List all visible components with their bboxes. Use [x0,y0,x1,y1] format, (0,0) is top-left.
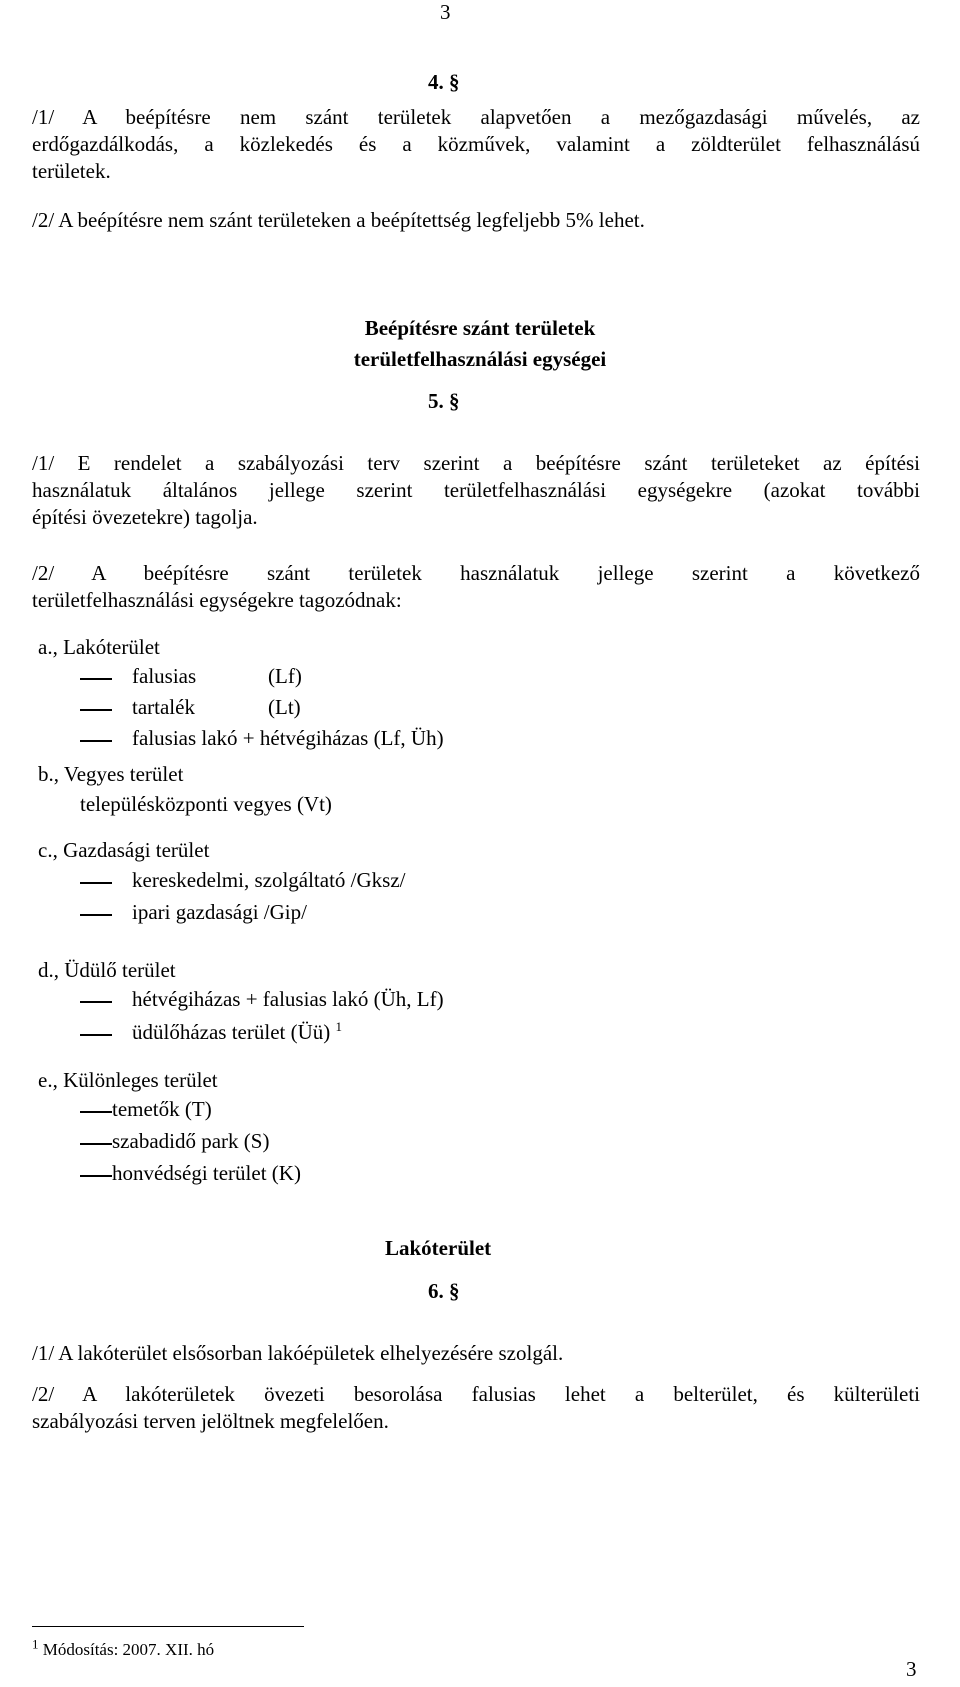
list-item-name: településközponti vegyes (Vt) [80,792,332,816]
section-6-heading: 6. § [428,1279,460,1303]
list-item-code: (Lf) [268,664,302,688]
list-item-name: szabadidő park (S) [112,1129,270,1153]
list-item-name: temetők (T) [112,1097,212,1121]
text-line: szabályozási terven jelöltnek megfelelően. [32,1409,389,1433]
s4-paragraph-2: /2/ A beépítésre nem szánt területeken a beépítettség legfeljebb 5% lehet. [32,208,645,232]
section-title-line-2: területfelhasználási egységei [353,347,607,371]
dash-bullet [80,1034,112,1036]
dash-bullet [80,1001,112,1003]
lakoterulet-title: Lakóterület [385,1236,492,1260]
footnote-text: Módosítás: 2007. XII. hó [42,1640,215,1659]
list-item-name: tartalék [132,695,195,719]
text-line: erdőgazdálkodás, a közlekedés és a közművek, valamint a zöldterület felhasználású [32,132,920,156]
section-5-heading: 5. § [428,389,460,413]
s5-paragraph-1 [32,450,920,531]
s5-paragraph-2 [32,560,920,614]
category-b-label: b., Vegyes terület [38,762,184,786]
category-e-label: e., Különleges terület [38,1068,218,1092]
dash-bullet [80,914,112,916]
text-line: területfelhasználási egységekre tagozódnak: [32,588,402,612]
list-item-name [132,1020,342,1045]
list-item-name: honvédségi terület (K) [112,1161,301,1185]
text-line: /2/ A beépítésre szánt területek használatuk jellege szerint a következő [32,561,920,585]
dash-bullet [80,740,112,742]
dash-bullet [80,1111,112,1113]
text-line: területek. [32,159,111,183]
dash-bullet [80,709,112,711]
footnote [32,1636,215,1660]
text-line: használatuk általános jellege szerint területfelhasználási egységekre (azokat további [32,478,920,502]
list-item-name: hétvégiházas + falusias lakó (Üh, Lf) [132,987,444,1011]
s6-paragraph-1: /1/ A lakóterület elsősorban lakóépületek elhelyezésére szolgál. [32,1341,564,1365]
category-c-label: c., Gazdasági terület [38,838,210,862]
list-item-text: üdülőházas terület (Üü) [132,1020,331,1044]
list-item-name: ipari gazdasági /Gip/ [132,900,307,924]
section-title-line-1: Beépítésre szánt területek [364,316,596,340]
page-number-top: 3 [440,0,451,24]
s6-paragraph-2 [32,1381,920,1435]
category-a-label: a., Lakóterület [38,635,160,659]
dash-bullet [80,1143,112,1145]
footnote-reference[interactable]: 1 [335,1019,343,1034]
text-line: /2/ A lakóterületek övezeti besorolása falusias lehet a belterület, és külterületi [32,1382,920,1406]
text-line: építési övezetekre) tagolja. [32,505,258,529]
dash-bullet [80,678,112,680]
list-item-name: falusias lakó + hétvégiházas (Lf, Üh) [132,726,444,750]
list-item-name: kereskedelmi, szolgáltató /Gksz/ [132,868,406,892]
dash-bullet [80,882,112,884]
footnote-mark: 1 [32,1636,39,1652]
category-d-label: d., Üdülő terület [38,958,176,982]
page-number-bottom: 3 [906,1657,917,1681]
list-item-name: falusias [132,664,197,688]
text-line: /1/ E rendelet a szabályozási terv szerint a beépítésre szánt területeket az építési [32,451,920,475]
text-line: /1/ A beépítésre nem szánt területek alapvetően a mezőgazdasági művelés, az [32,105,920,129]
list-item-code: (Lt) [268,695,301,719]
dash-bullet [80,1175,112,1177]
s4-paragraph-1 [32,104,920,185]
section-4-heading: 4. § [428,70,460,94]
footnote-separator [32,1626,304,1627]
